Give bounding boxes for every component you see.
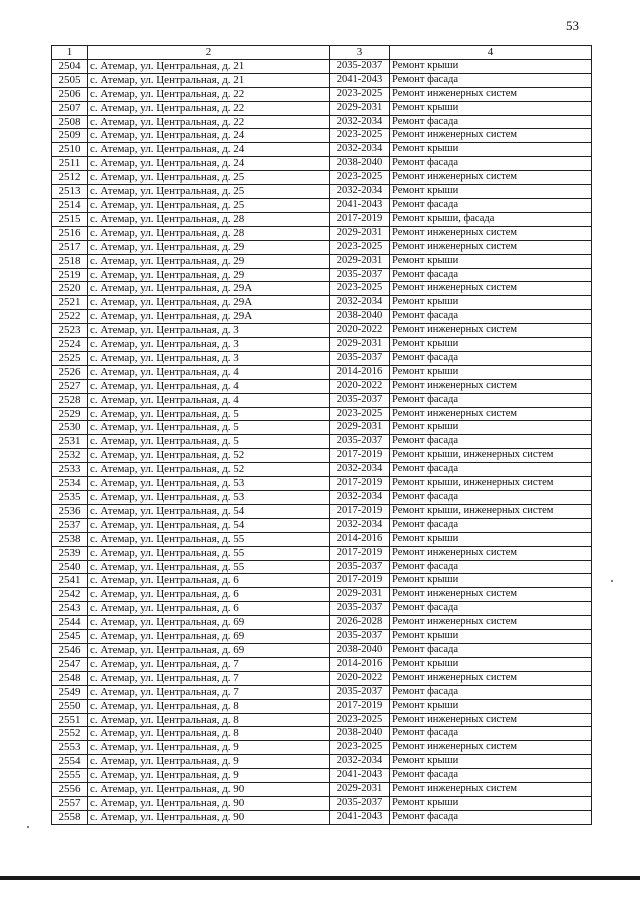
period-cell: 2017-2019	[330, 546, 390, 560]
period-cell: 2032-2034	[330, 491, 390, 505]
work-type-cell: Ремонт фасада	[390, 810, 592, 824]
table-row	[52, 435, 592, 449]
period-cell: 2017-2019	[330, 699, 390, 713]
address-cell: с. Атемар, ул. Центральная, д. 21	[88, 59, 330, 73]
work-type-cell: Ремонт фасада	[390, 518, 592, 532]
table-row	[52, 101, 592, 115]
period-cell: 2020-2022	[330, 671, 390, 685]
period-cell: 2017-2019	[330, 449, 390, 463]
work-type-cell: Ремонт инженерных систем	[390, 171, 592, 185]
work-type-cell: Ремонт инженерных систем	[390, 240, 592, 254]
period-cell: 2032-2034	[330, 143, 390, 157]
row-number-cell: 2509	[52, 129, 88, 143]
address-cell: с. Атемар, ул. Центральная, д. 6	[88, 602, 330, 616]
row-number-cell: 2524	[52, 338, 88, 352]
repair-schedule-table-container	[51, 45, 591, 825]
row-number-cell: 2552	[52, 727, 88, 741]
address-cell: с. Атемар, ул. Центральная, д. 90	[88, 783, 330, 797]
table-row	[52, 616, 592, 630]
period-cell: 2014-2016	[330, 365, 390, 379]
row-number-cell: 2532	[52, 449, 88, 463]
period-cell: 2029-2031	[330, 254, 390, 268]
period-cell: 2038-2040	[330, 643, 390, 657]
address-cell: с. Атемар, ул. Центральная, д. 8	[88, 713, 330, 727]
period-cell: 2041-2043	[330, 810, 390, 824]
work-type-cell: Ремонт фасада	[390, 602, 592, 616]
row-number-cell: 2505	[52, 73, 88, 87]
table-row	[52, 755, 592, 769]
table-row	[52, 268, 592, 282]
period-cell: 2017-2019	[330, 504, 390, 518]
scan-edge-bar	[0, 876, 640, 880]
scan-speck	[27, 826, 29, 828]
work-type-cell: Ремонт крыши	[390, 338, 592, 352]
row-number-cell: 2514	[52, 198, 88, 212]
period-cell: 2032-2034	[330, 185, 390, 199]
row-number-cell: 2550	[52, 699, 88, 713]
work-type-cell: Ремонт инженерных систем	[390, 713, 592, 727]
table-row	[52, 226, 592, 240]
address-cell: с. Атемар, ул. Центральная, д. 24	[88, 143, 330, 157]
table-row	[52, 671, 592, 685]
table-row	[52, 310, 592, 324]
work-type-cell: Ремонт фасада	[390, 115, 592, 129]
row-number-cell: 2554	[52, 755, 88, 769]
address-cell: с. Атемар, ул. Центральная, д. 22	[88, 115, 330, 129]
work-type-cell: Ремонт инженерных систем	[390, 129, 592, 143]
work-type-cell: Ремонт фасада	[390, 491, 592, 505]
work-type-cell: Ремонт крыши	[390, 143, 592, 157]
address-cell: с. Атемар, ул. Центральная, д. 22	[88, 87, 330, 101]
table-row	[52, 504, 592, 518]
row-number-cell: 2513	[52, 185, 88, 199]
work-type-cell: Ремонт крыши	[390, 574, 592, 588]
period-cell: 2029-2031	[330, 588, 390, 602]
work-type-cell: Ремонт фасада	[390, 727, 592, 741]
work-type-cell: Ремонт фасада	[390, 157, 592, 171]
row-number-cell: 2538	[52, 532, 88, 546]
table-row	[52, 574, 592, 588]
work-type-cell: Ремонт фасада	[390, 685, 592, 699]
row-number-cell: 2508	[52, 115, 88, 129]
work-type-cell: Ремонт крыши	[390, 532, 592, 546]
row-number-cell: 2542	[52, 588, 88, 602]
address-cell: с. Атемар, ул. Центральная, д. 25	[88, 185, 330, 199]
address-cell: с. Атемар, ул. Центральная, д. 29А	[88, 296, 330, 310]
work-type-cell: Ремонт фасада	[390, 73, 592, 87]
work-type-cell: Ремонт инженерных систем	[390, 282, 592, 296]
address-cell: с. Атемар, ул. Центральная, д. 9	[88, 769, 330, 783]
work-type-cell: Ремонт крыши	[390, 421, 592, 435]
address-cell: с. Атемар, ул. Центральная, д. 6	[88, 574, 330, 588]
table-row	[52, 198, 592, 212]
address-cell: с. Атемар, ул. Центральная, д. 54	[88, 518, 330, 532]
address-cell: с. Атемар, ул. Центральная, д. 24	[88, 157, 330, 171]
work-type-cell: Ремонт фасада	[390, 268, 592, 282]
row-number-cell: 2556	[52, 783, 88, 797]
table-header	[52, 46, 592, 60]
work-type-cell: Ремонт фасада	[390, 560, 592, 574]
row-number-cell: 2543	[52, 602, 88, 616]
address-cell: с. Атемар, ул. Центральная, д. 69	[88, 616, 330, 630]
period-cell: 2032-2034	[330, 463, 390, 477]
table-row	[52, 810, 592, 824]
address-cell: с. Атемар, ул. Центральная, д. 52	[88, 463, 330, 477]
work-type-cell: Ремонт инженерных систем	[390, 87, 592, 101]
address-cell: с. Атемар, ул. Центральная, д. 69	[88, 630, 330, 644]
table-row	[52, 532, 592, 546]
period-cell: 2038-2040	[330, 727, 390, 741]
period-cell: 2023-2025	[330, 741, 390, 755]
work-type-cell: Ремонт инженерных систем	[390, 671, 592, 685]
row-number-cell: 2520	[52, 282, 88, 296]
period-cell: 2017-2019	[330, 477, 390, 491]
address-cell: с. Атемар, ул. Центральная, д. 5	[88, 421, 330, 435]
table-row	[52, 685, 592, 699]
work-type-cell: Ремонт крыши	[390, 254, 592, 268]
address-cell: с. Атемар, ул. Центральная, д. 9	[88, 755, 330, 769]
address-cell: с. Атемар, ул. Центральная, д. 25	[88, 171, 330, 185]
work-type-cell: Ремонт инженерных систем	[390, 226, 592, 240]
row-number-cell: 2526	[52, 365, 88, 379]
table-row	[52, 240, 592, 254]
period-cell: 2017-2019	[330, 212, 390, 226]
address-cell: с. Атемар, ул. Центральная, д. 90	[88, 810, 330, 824]
table-row	[52, 254, 592, 268]
row-number-cell: 2521	[52, 296, 88, 310]
table-row	[52, 713, 592, 727]
address-cell: с. Атемар, ул. Центральная, д. 69	[88, 643, 330, 657]
period-cell: 2029-2031	[330, 226, 390, 240]
work-type-cell: Ремонт фасада	[390, 310, 592, 324]
row-number-cell: 2523	[52, 324, 88, 338]
period-cell: 2017-2019	[330, 574, 390, 588]
table-row	[52, 379, 592, 393]
address-cell: с. Атемар, ул. Центральная, д. 28	[88, 212, 330, 226]
work-type-cell: Ремонт инженерных систем	[390, 783, 592, 797]
period-cell: 2029-2031	[330, 421, 390, 435]
table-row	[52, 560, 592, 574]
table-row	[52, 143, 592, 157]
period-cell: 2038-2040	[330, 310, 390, 324]
row-number-cell: 2525	[52, 351, 88, 365]
table-row	[52, 657, 592, 671]
period-cell: 2041-2043	[330, 769, 390, 783]
period-cell: 2041-2043	[330, 198, 390, 212]
work-type-cell: Ремонт фасада	[390, 351, 592, 365]
period-cell: 2023-2025	[330, 171, 390, 185]
address-cell: с. Атемар, ул. Центральная, д. 22	[88, 101, 330, 115]
work-type-cell: Ремонт инженерных систем	[390, 546, 592, 560]
address-cell: с. Атемар, ул. Центральная, д. 55	[88, 560, 330, 574]
table-row	[52, 87, 592, 101]
period-cell: 2014-2016	[330, 657, 390, 671]
work-type-cell: Ремонт крыши, фасада	[390, 212, 592, 226]
work-type-cell: Ремонт фасада	[390, 435, 592, 449]
table-row	[52, 783, 592, 797]
table-row	[52, 463, 592, 477]
table-row	[52, 588, 592, 602]
address-cell: с. Атемар, ул. Центральная, д. 5	[88, 407, 330, 421]
table-row	[52, 602, 592, 616]
period-cell: 2029-2031	[330, 101, 390, 115]
work-type-cell: Ремонт крыши	[390, 796, 592, 810]
address-cell: с. Атемар, ул. Центральная, д. 54	[88, 504, 330, 518]
period-cell: 2020-2022	[330, 324, 390, 338]
work-type-cell: Ремонт крыши, инженерных систем	[390, 504, 592, 518]
work-type-cell: Ремонт крыши	[390, 185, 592, 199]
work-type-cell: Ремонт крыши	[390, 296, 592, 310]
table-row	[52, 365, 592, 379]
table-row	[52, 73, 592, 87]
table-row	[52, 699, 592, 713]
work-type-cell: Ремонт инженерных систем	[390, 379, 592, 393]
table-row	[52, 518, 592, 532]
row-number-cell: 2516	[52, 226, 88, 240]
work-type-cell: Ремонт фасада	[390, 643, 592, 657]
address-cell: с. Атемар, ул. Центральная, д. 7	[88, 671, 330, 685]
period-cell: 2023-2025	[330, 407, 390, 421]
period-cell: 2032-2034	[330, 518, 390, 532]
work-type-cell: Ремонт крыши	[390, 365, 592, 379]
row-number-cell: 2537	[52, 518, 88, 532]
row-number-cell: 2558	[52, 810, 88, 824]
work-type-cell: Ремонт инженерных систем	[390, 616, 592, 630]
table-row	[52, 477, 592, 491]
row-number-cell: 2504	[52, 59, 88, 73]
address-cell: с. Атемар, ул. Центральная, д. 52	[88, 449, 330, 463]
row-number-cell: 2539	[52, 546, 88, 560]
table-row	[52, 185, 592, 199]
period-cell: 2035-2037	[330, 685, 390, 699]
row-number-cell: 2531	[52, 435, 88, 449]
address-cell: с. Атемар, ул. Центральная, д. 3	[88, 324, 330, 338]
period-cell: 2035-2037	[330, 560, 390, 574]
address-cell: с. Атемар, ул. Центральная, д. 29А	[88, 310, 330, 324]
period-cell: 2023-2025	[330, 282, 390, 296]
row-number-cell: 2522	[52, 310, 88, 324]
table-row	[52, 741, 592, 755]
period-cell: 2035-2037	[330, 630, 390, 644]
work-type-cell: Ремонт фасада	[390, 769, 592, 783]
period-cell: 2035-2037	[330, 435, 390, 449]
row-number-cell: 2548	[52, 671, 88, 685]
table-row	[52, 115, 592, 129]
address-cell: с. Атемар, ул. Центральная, д. 6	[88, 588, 330, 602]
column-header-4: 4	[390, 46, 592, 60]
column-header-2: 2	[88, 46, 330, 60]
table-row	[52, 407, 592, 421]
address-cell: с. Атемар, ул. Центральная, д. 29	[88, 254, 330, 268]
work-type-cell: Ремонт крыши, инженерных систем	[390, 477, 592, 491]
row-number-cell: 2546	[52, 643, 88, 657]
period-cell: 2041-2043	[330, 73, 390, 87]
row-number-cell: 2507	[52, 101, 88, 115]
period-cell: 2035-2037	[330, 602, 390, 616]
work-type-cell: Ремонт крыши	[390, 657, 592, 671]
table-row	[52, 157, 592, 171]
address-cell: с. Атемар, ул. Центральная, д. 53	[88, 491, 330, 505]
work-type-cell: Ремонт инженерных систем	[390, 407, 592, 421]
period-cell: 2035-2037	[330, 59, 390, 73]
address-cell: с. Атемар, ул. Центральная, д. 8	[88, 699, 330, 713]
address-cell: с. Атемар, ул. Центральная, д. 8	[88, 727, 330, 741]
address-cell: с. Атемар, ул. Центральная, д. 7	[88, 657, 330, 671]
address-cell: с. Атемар, ул. Центральная, д. 53	[88, 477, 330, 491]
work-type-cell: Ремонт крыши	[390, 699, 592, 713]
work-type-cell: Ремонт инженерных систем	[390, 324, 592, 338]
address-cell: с. Атемар, ул. Центральная, д. 55	[88, 546, 330, 560]
work-type-cell: Ремонт инженерных систем	[390, 741, 592, 755]
row-number-cell: 2528	[52, 393, 88, 407]
row-number-cell: 2557	[52, 796, 88, 810]
work-type-cell: Ремонт крыши	[390, 630, 592, 644]
work-type-cell: Ремонт крыши	[390, 59, 592, 73]
row-number-cell: 2547	[52, 657, 88, 671]
table-row	[52, 546, 592, 560]
address-cell: с. Атемар, ул. Центральная, д. 9	[88, 741, 330, 755]
address-cell: с. Атемар, ул. Центральная, д. 28	[88, 226, 330, 240]
address-cell: с. Атемар, ул. Центральная, д. 24	[88, 129, 330, 143]
address-cell: с. Атемар, ул. Центральная, д. 5	[88, 435, 330, 449]
table-row	[52, 212, 592, 226]
table-row	[52, 338, 592, 352]
row-number-cell: 2536	[52, 504, 88, 518]
row-number-cell: 2549	[52, 685, 88, 699]
address-cell: с. Атемар, ул. Центральная, д. 4	[88, 379, 330, 393]
header-row	[52, 46, 592, 60]
row-number-cell: 2544	[52, 616, 88, 630]
row-number-cell: 2529	[52, 407, 88, 421]
period-cell: 2035-2037	[330, 268, 390, 282]
period-cell: 2035-2037	[330, 796, 390, 810]
table-row	[52, 727, 592, 741]
table-row	[52, 421, 592, 435]
row-number-cell: 2534	[52, 477, 88, 491]
address-cell: с. Атемар, ул. Центральная, д. 3	[88, 351, 330, 365]
table-row	[52, 796, 592, 810]
address-cell: с. Атемар, ул. Центральная, д. 4	[88, 365, 330, 379]
row-number-cell: 2530	[52, 421, 88, 435]
period-cell: 2029-2031	[330, 783, 390, 797]
table-row	[52, 282, 592, 296]
work-type-cell: Ремонт крыши	[390, 101, 592, 115]
page-number: 53	[566, 18, 579, 33]
work-type-cell: Ремонт фасада	[390, 198, 592, 212]
column-header-3: 3	[330, 46, 390, 60]
table-row	[52, 449, 592, 463]
period-cell: 2032-2034	[330, 755, 390, 769]
period-cell: 2014-2016	[330, 532, 390, 546]
row-number-cell: 2518	[52, 254, 88, 268]
address-cell: с. Атемар, ул. Центральная, д. 21	[88, 73, 330, 87]
table-row	[52, 769, 592, 783]
table-row	[52, 491, 592, 505]
row-number-cell: 2535	[52, 491, 88, 505]
work-type-cell: Ремонт фасада	[390, 463, 592, 477]
work-type-cell: Ремонт инженерных систем	[390, 588, 592, 602]
period-cell: 2020-2022	[330, 379, 390, 393]
table-row	[52, 630, 592, 644]
address-cell: с. Атемар, ул. Центральная, д. 7	[88, 685, 330, 699]
period-cell: 2023-2025	[330, 129, 390, 143]
period-cell: 2032-2034	[330, 296, 390, 310]
address-cell: с. Атемар, ул. Центральная, д. 4	[88, 393, 330, 407]
column-header-1: 1	[52, 46, 88, 60]
repair-schedule-table	[51, 45, 592, 825]
row-number-cell: 2515	[52, 212, 88, 226]
row-number-cell: 2527	[52, 379, 88, 393]
period-cell: 2038-2040	[330, 157, 390, 171]
row-number-cell: 2511	[52, 157, 88, 171]
work-type-cell: Ремонт крыши, инженерных систем	[390, 449, 592, 463]
work-type-cell: Ремонт крыши	[390, 755, 592, 769]
period-cell: 2035-2037	[330, 393, 390, 407]
period-cell: 2035-2037	[330, 351, 390, 365]
address-cell: с. Атемар, ул. Центральная, д. 29	[88, 268, 330, 282]
row-number-cell: 2540	[52, 560, 88, 574]
row-number-cell: 2512	[52, 171, 88, 185]
address-cell: с. Атемар, ул. Центральная, д. 25	[88, 198, 330, 212]
address-cell: с. Атемар, ул. Центральная, д. 29А	[88, 282, 330, 296]
row-number-cell: 2506	[52, 87, 88, 101]
address-cell: с. Атемар, ул. Центральная, д. 55	[88, 532, 330, 546]
table-row	[52, 324, 592, 338]
address-cell: с. Атемар, ул. Центральная, д. 3	[88, 338, 330, 352]
table-row	[52, 393, 592, 407]
table-row	[52, 643, 592, 657]
period-cell: 2026-2028	[330, 616, 390, 630]
address-cell: с. Атемар, ул. Центральная, д. 90	[88, 796, 330, 810]
row-number-cell: 2553	[52, 741, 88, 755]
table-body	[52, 59, 592, 824]
table-row	[52, 296, 592, 310]
row-number-cell: 2551	[52, 713, 88, 727]
address-cell: с. Атемар, ул. Центральная, д. 29	[88, 240, 330, 254]
row-number-cell: 2533	[52, 463, 88, 477]
row-number-cell: 2517	[52, 240, 88, 254]
row-number-cell: 2541	[52, 574, 88, 588]
row-number-cell: 2555	[52, 769, 88, 783]
table-row	[52, 59, 592, 73]
period-cell: 2029-2031	[330, 338, 390, 352]
row-number-cell: 2519	[52, 268, 88, 282]
period-cell: 2023-2025	[330, 713, 390, 727]
table-row	[52, 351, 592, 365]
scan-speck	[611, 580, 613, 582]
row-number-cell: 2510	[52, 143, 88, 157]
period-cell: 2032-2034	[330, 115, 390, 129]
table-row	[52, 171, 592, 185]
period-cell: 2023-2025	[330, 240, 390, 254]
period-cell: 2023-2025	[330, 87, 390, 101]
table-row	[52, 129, 592, 143]
row-number-cell: 2545	[52, 630, 88, 644]
work-type-cell: Ремонт фасада	[390, 393, 592, 407]
